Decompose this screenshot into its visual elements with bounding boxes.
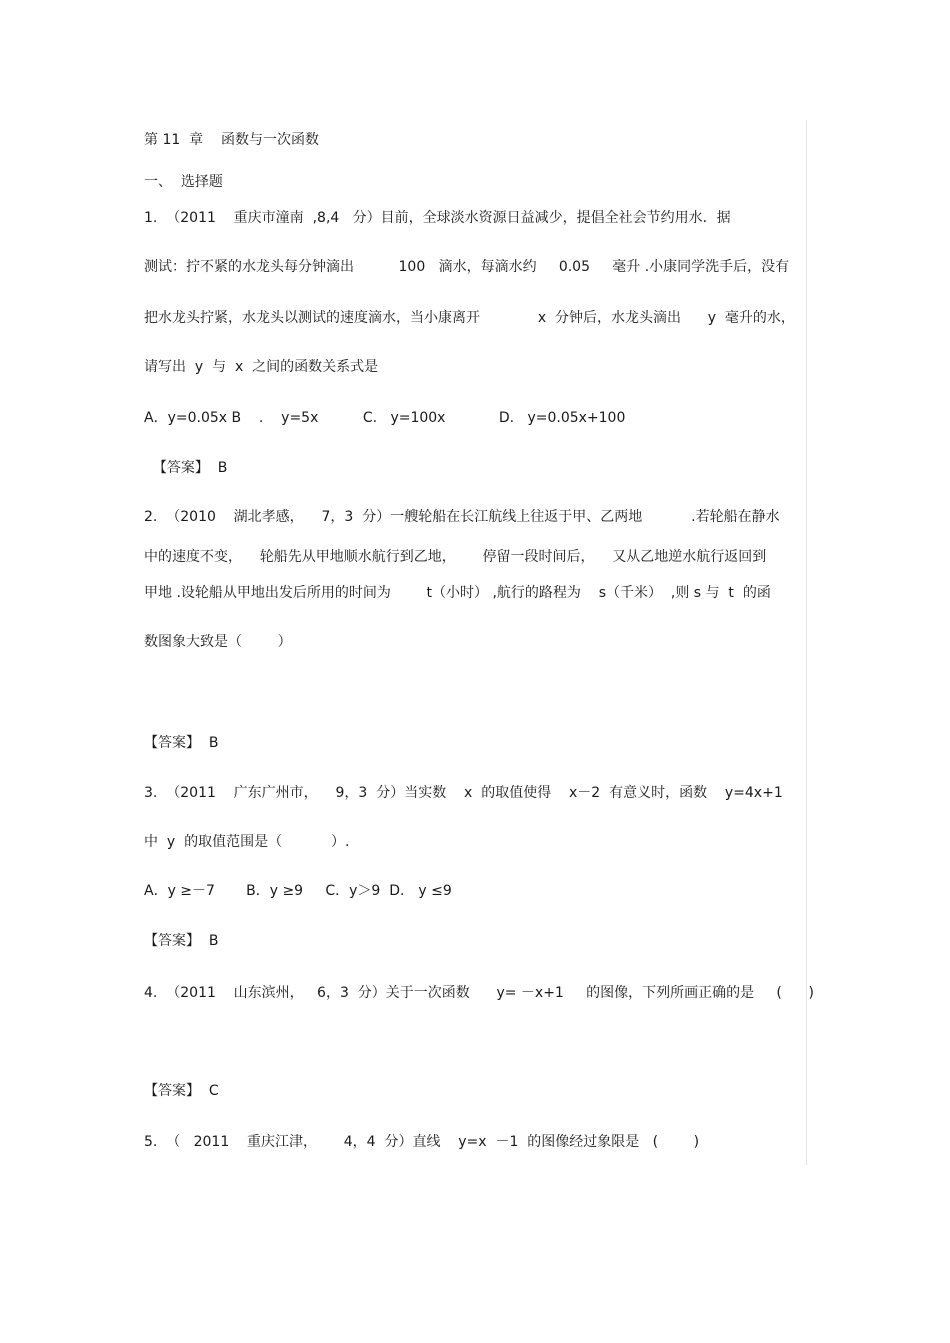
question-1-line-2: 测试：拧不紧的水龙头每分钟滴出 100 滴水，每滴水约 0.05 毫升 .小康同学洗手后，没有	[144, 259, 790, 275]
question-5-line-1: 5. （ 2011 重庆江津， 4，4 分）直线 y=x －1 的图像经过象限是 ( )	[144, 1134, 700, 1150]
question-1-line-3: 把水龙头拧紧，水龙头以测试的速度滴水，当小康离开 x 分钟后，水龙头滴出 y 毫升的水，	[144, 310, 795, 326]
question-3-line-2: 中 y 的取值范围是（ ）.	[144, 834, 350, 850]
question-1-line-1: 1. （2011 重庆市潼南 ,8,4 分）目前，全球淡水资源日益减少，提倡全社会节约用水．据	[144, 210, 731, 226]
question-3-options: A．y ≥－7 B．y ≥9 C．y＞9 D． y ≤9	[144, 883, 452, 899]
question-2-answer: 【答案】 B	[144, 735, 219, 751]
page-margin-rule	[806, 120, 807, 1165]
chapter-title: 第 11 章 函数与一次函数	[144, 132, 319, 148]
question-2-line-2: 中的速度不变， 轮船先从甲地顺水航行到乙地， 停留一段时间后， 又从乙地逆水航行返回到	[144, 549, 767, 565]
question-2-line-4: 数图象大致是（ ）	[144, 634, 292, 650]
question-1-answer: 【答案】 B	[144, 460, 228, 476]
question-1-options: A．y=0.05x B . y=5x C. y=100x D. y=0.05x+100	[144, 410, 626, 426]
question-3-line-1: 3. （2011 广东广州市， 9，3 分）当实数 x 的取值使得 x－2 有意义时，函数 y=4x+1	[144, 785, 783, 801]
question-1-line-4: 请写出 y 与 x 之间的函数关系式是	[144, 359, 379, 375]
question-2-line-1: 2. （2010 湖北孝感， 7，3 分）一艘轮船在长江航线上往返于甲、乙两地 .若轮船在静水	[144, 509, 780, 525]
question-2-line-3: 甲地 .设轮船从甲地出发后所用的时间为 t（小时） ,航行的路程为 s（千米） ,则 s 与 t 的函	[144, 585, 771, 601]
question-4-line-1: 4. （2011 山东滨州， 6，3 分）关于一次函数 y= －x+1 的图像，下列所画正确的是 ( )	[144, 985, 814, 1001]
question-4-answer: 【答案】 C	[144, 1083, 219, 1099]
question-3-answer: 【答案】 B	[144, 933, 219, 949]
section-heading: 一、 选择题	[144, 174, 223, 190]
